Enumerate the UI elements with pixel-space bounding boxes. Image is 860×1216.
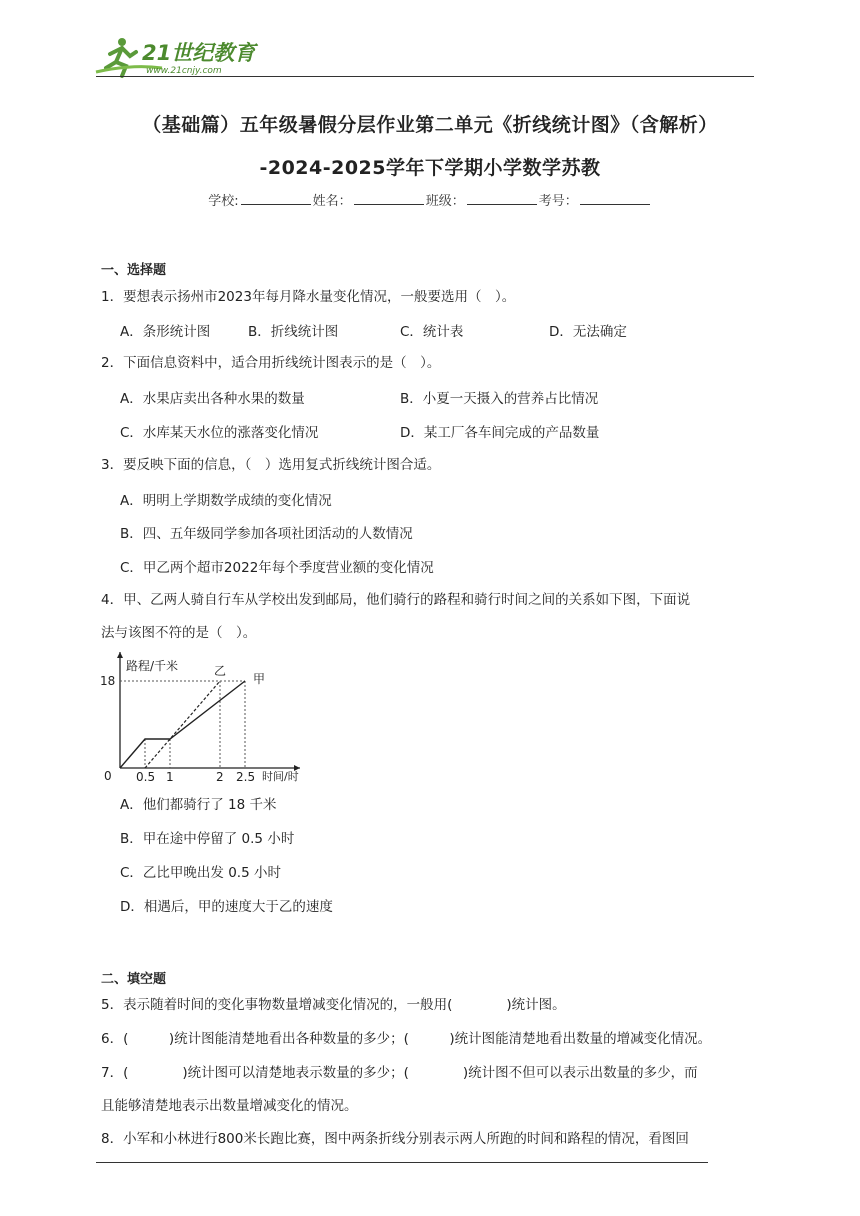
name-label: 姓名： (312, 194, 352, 209)
class-label: 班级： (425, 194, 465, 209)
question-4-line1: 4．甲、乙两人骑自行车从学校出发到邮局，他们骑行的路程和骑行时间之间的关系如下图，下面说 (101, 592, 691, 608)
school-label: 学校: (208, 194, 239, 209)
question-3: 3．要反映下面的信息，（ ）选用复式折线统计图合适。 (101, 457, 441, 473)
distance-time-chart (100, 650, 320, 785)
question-8: 8．小军和小林进行800米长跑比赛，图中两条折线分别表示两人所跑的时间和路程的情况，看图回 (101, 1131, 689, 1147)
question-1: 1．要想表示扬州市2023年每月降水量变化情况，一般要选用（ ）。 (101, 289, 516, 305)
logo-url: www.21cnjy.com (146, 66, 222, 76)
exam-no-label: 考号： (538, 194, 578, 209)
footer-rule (96, 1162, 708, 1163)
y-tick-label: 18 (100, 674, 116, 688)
y-axis-arrow (117, 652, 123, 658)
q4-option-b: B．甲在途中停留了 0.5 小时 (120, 831, 295, 847)
q2-option-d: D．某工厂各车间完成的产品数量 (400, 425, 600, 441)
question-5: 5．表示随着时间的变化事物数量增减变化情况的，一般用( )统计图。 (101, 997, 566, 1013)
q1-option-c: C．统计表 (400, 324, 464, 340)
q2-option-a: A．水果店卖出各种水果的数量 (120, 391, 305, 407)
origin-label: 0 (104, 769, 112, 783)
q2-option-b: B．小夏一天摄入的营养占比情况 (400, 391, 599, 407)
x-tick-label: 1 (166, 770, 174, 784)
x-tick-label: 0.5 (136, 770, 156, 784)
q3-option-a: A．明明上学期数学成绩的变化情况 (120, 493, 332, 509)
question-7-line2: 且能够清楚地表示出数量增减变化的情况。 (101, 1098, 358, 1114)
student-info-line (0, 190, 860, 209)
q4-option-d: D．相遇后，甲的速度大于乙的速度 (120, 899, 333, 915)
school-blank (241, 192, 311, 205)
series-label-yi: 乙 (214, 664, 227, 678)
series-line-yi (145, 681, 220, 768)
x-tick-label: 2.5 (236, 770, 256, 784)
question-7-line1: 7．( )统计图可以清楚地表示数量的多少；( )统计图不但可以表示出数量的多少，而 (101, 1065, 698, 1081)
header-rule (96, 76, 754, 77)
q1-option-a: A．条形统计图 (120, 324, 211, 340)
site-logo (92, 34, 262, 80)
question-2: 2．下面信息资料中，适合用折线统计图表示的是（ ）。 (101, 355, 441, 371)
q3-option-c: C．甲乙两个超市2022年每个季度营业额的变化情况 (120, 560, 434, 576)
section-heading-fill: 二、填空题 (101, 972, 167, 987)
logo-text: 21世纪教育 (142, 41, 256, 65)
question-6: 6．( )统计图能清楚地看出各种数量的多少；( )统计图能清楚地看出数量的增减变化情况。 (101, 1031, 712, 1047)
series-label-jia: 甲 (253, 672, 266, 686)
q2-option-c: C．水库某天水位的涨落变化情况 (120, 425, 319, 441)
name-blank (354, 192, 424, 205)
doc-title-line1: （基础篇）五年级暑假分层作业第二单元《折线统计图》（含解析） (142, 114, 718, 136)
exam-no-blank (580, 192, 650, 205)
y-axis-label: 路程/千米 (126, 659, 179, 673)
q4-option-a: A．他们都骑行了 18 千米 (120, 797, 277, 813)
q1-option-d: D．无法确定 (549, 324, 627, 340)
x-tick-label: 2 (216, 770, 224, 784)
x-axis-label: 时间/时 (262, 770, 299, 783)
q1-option-b: B．折线统计图 (248, 324, 339, 340)
section-heading-choice: 一、选择题 (101, 263, 167, 278)
class-blank (467, 192, 537, 205)
doc-title-line2: -2024-2025学年下学期小学数学苏教 (259, 157, 601, 179)
question-4-line2: 法与该图不符的是（ ）。 (101, 625, 257, 641)
q4-option-c: C．乙比甲晚出发 0.5 小时 (120, 865, 281, 881)
q3-option-b: B．四、五年级同学参加各项社团活动的人数情况 (120, 526, 413, 542)
